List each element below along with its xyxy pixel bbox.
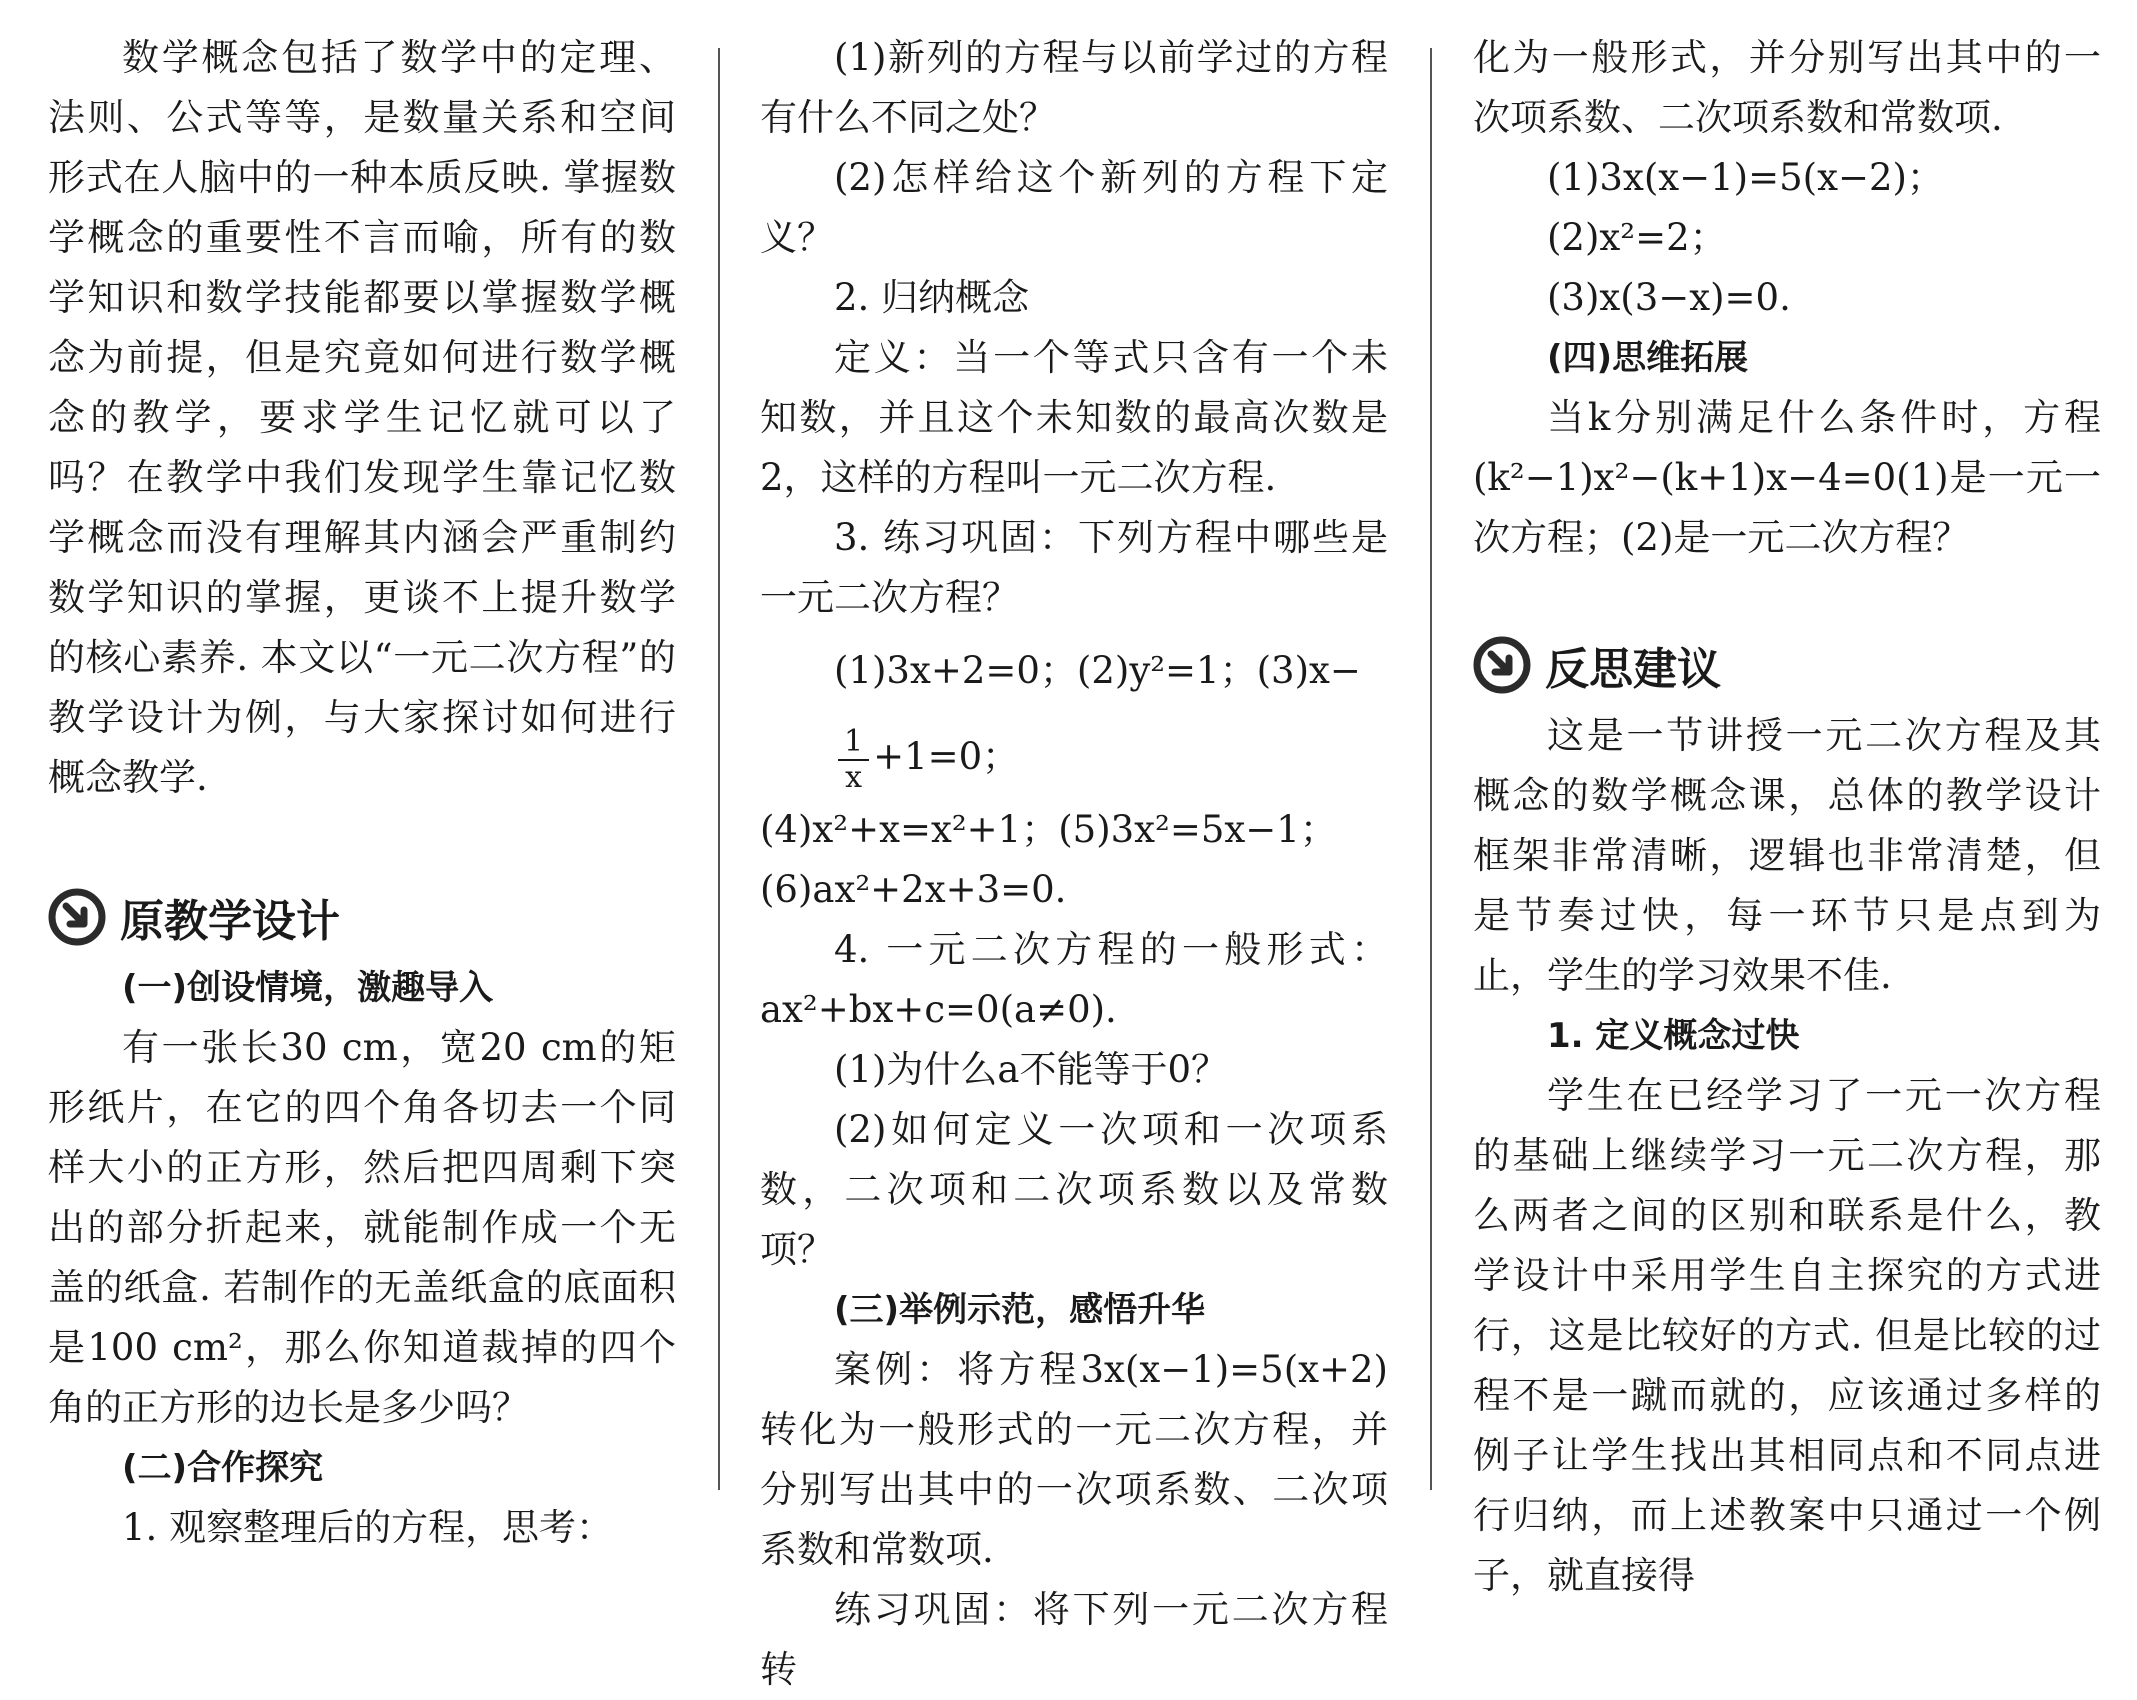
subheading: (四)思维拓展: [1547, 338, 1749, 378]
fraction: $\frac{1}{x}$: [838, 725, 869, 795]
section-marker-icon: [1473, 636, 1531, 694]
paragraph: 学生在已经学习了一元一次方程的基础上继续学习一元二次方程，那么两者之间的区别和联系是什么，教学设计中采用学生自主探究的方式进行，这是比较好的方式. 但是比较的过程不是一蹴而就的，应该通过多样的例子让学生找出其相同点和不同点进行归纳，而上述教案中只通过一个例子，就直接得: [1473, 1074, 2101, 1597]
subheading: (三)举例示范，感悟升华: [834, 1290, 1206, 1330]
case-paragraph: 案例：将方程3x(x−1)=5(x+2)转化为一般形式的一元二次方程，并分别写出其中的一次项系数、二次项系数和常数项.: [760, 1348, 1388, 1571]
section-title: 反思建议: [1545, 644, 1721, 695]
equation-line: (1)3x(x−1)=5(x−2)；(2)x²=2；: [1547, 156, 1944, 259]
column-divider: [1430, 48, 1432, 1490]
paragraph: 有一张长30 cm，宽20 cm的矩形纸片，在它的四个角各切去一个同样大小的正方形，然后把四周剩下突出的部分折起来，就能制作成一个无盖的纸盒. 若制作的无盖纸盒的底面积是100 cm²，那么你知道裁掉的四个角的正方形的边长是多少吗？: [48, 1026, 676, 1429]
subheading: (二)合作探究: [122, 1448, 324, 1488]
heading-step: 2. 归纳概念: [834, 276, 1030, 319]
question: (2)如何定义一次项和一次项系数，二次项和二次项系数以及常数项？: [760, 1108, 1388, 1271]
paragraph: 练习巩固：将下列一元二次方程转: [760, 1588, 1388, 1691]
equation-line: (1)3x+2=0；(2)y²=1；(3)x− $\frac{1}{x}$ +1=0；: [834, 649, 1361, 795]
section-title: 原教学设计: [120, 896, 340, 947]
paragraph: 1. 观察整理后的方程，思考：: [122, 1506, 614, 1549]
equation-line: (3)x(3−x)=0.: [1547, 276, 1791, 319]
column-divider: [718, 48, 720, 1490]
column-3: [1473, 28, 2101, 1597]
column-1: [48, 28, 676, 1549]
general-form: 4. 一元二次方程的一般形式：ax²+bx+c=0(a≠0).: [760, 928, 1388, 1031]
definition: 定义：当一个等式只含有一个未知数，并且这个未知数的最高次数是2，这样的方程叫一元二次方程.: [760, 336, 1388, 499]
section-marker-icon: [48, 888, 106, 946]
paragraph: 化为一般形式，并分别写出其中的一次项系数、二次项系数和常数项.: [1473, 36, 2101, 139]
paragraph: 当k分别满足什么条件时，方程(k²−1)x²−(k+1)x−4=0(1)是一元一次方程；(2)是一元二次方程？: [1473, 396, 2101, 559]
equation-line: (4)x²+x=x²+1；(5)3x²=5x−1；(6)ax²+2x+3=0.: [760, 808, 1337, 911]
section-heading: [48, 876, 676, 958]
question: (1)为什么a不能等于0？: [834, 1048, 1229, 1091]
subheading: 1. 定义概念过快: [1547, 1016, 1800, 1056]
section-heading: [1473, 624, 2101, 706]
paragraph: 这是一节讲授一元二次方程及其概念的数学概念课，总体的教学设计框架非常清晰，逻辑也非常清楚，但是节奏过快，每一环节只是点到为止，学生的学习效果不佳.: [1473, 714, 2101, 997]
question: (2)怎样给这个新列的方程下定义？: [760, 156, 1388, 259]
column-2: [760, 28, 1388, 1691]
question: (1)新列的方程与以前学过的方程有什么不同之处？: [760, 36, 1388, 139]
practice-prompt: 3. 练习巩固：下列方程中哪些是一元二次方程？: [760, 516, 1388, 619]
subheading: (一)创设情境，激趣导入: [122, 968, 494, 1008]
intro-paragraph: 数学概念包括了数学中的定理、法则、公式等等，是数量关系和空间形式在人脑中的一种本质反映. 掌握数学概念的重要性不言而喻，所有的数学知识和数学技能都要以掌握数学概念为前提，但是究竟如何进行数学概念的教学，要求学生记忆就可以了吗？在教学中我们发现学生靠记忆数学概念而没有理解其内涵会严重制约数学知识的掌握，更谈不上提升数学的核心素养. 本文以“一元二次方程”的教学设计为例，与大家探讨如何进行概念教学.: [48, 36, 676, 799]
